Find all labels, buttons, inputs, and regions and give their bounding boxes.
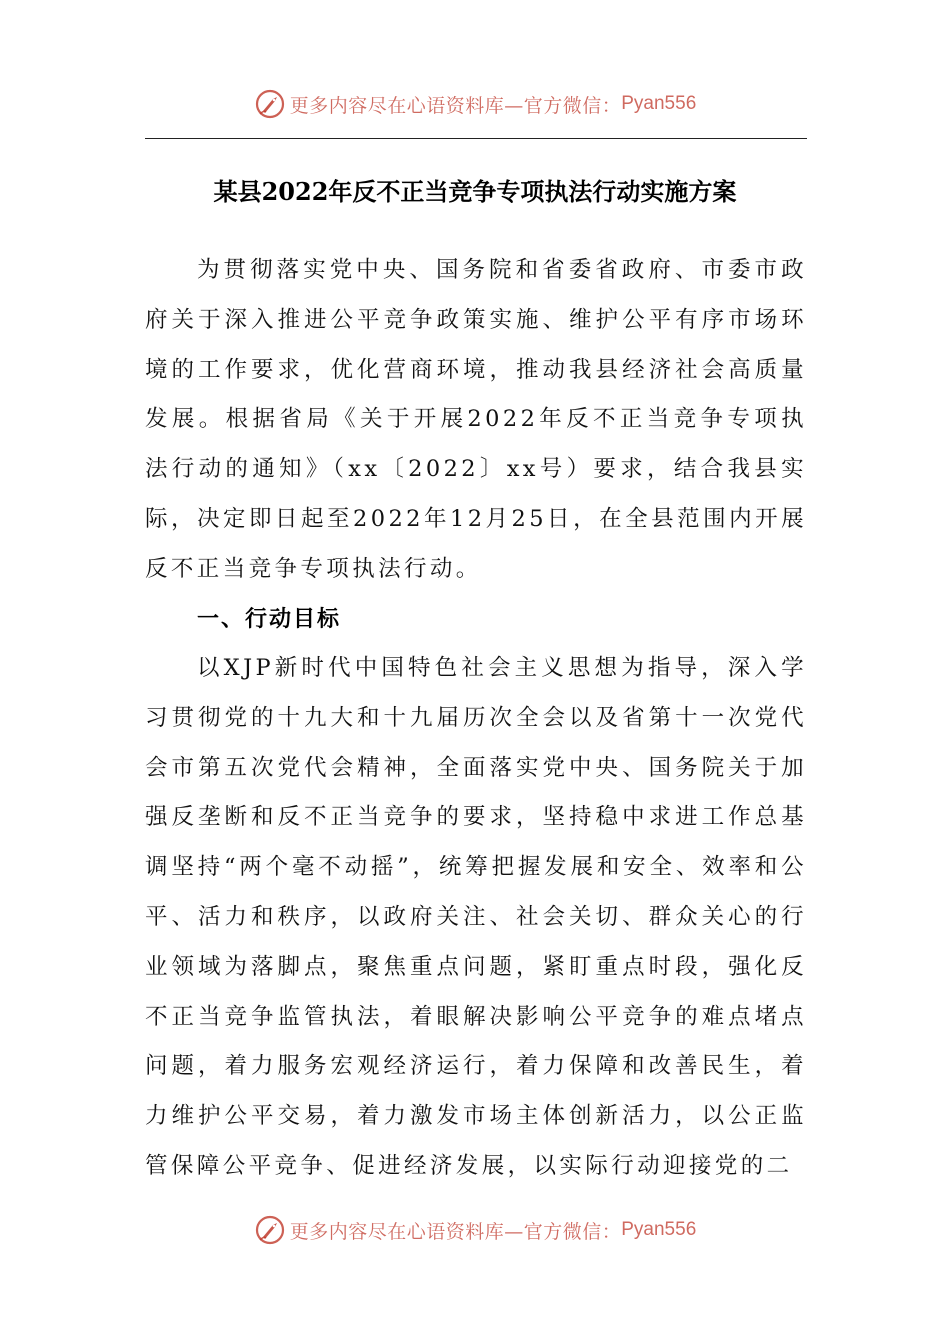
header-divider [145,138,807,139]
watermark-wechat-id: Pyan556 [621,1219,697,1240]
footer-watermark-banner [0,1210,950,1250]
pen-nib-logo-icon [254,88,286,120]
watermark-wechat-id: Pyan556 [621,93,697,114]
watermark-text: 更多内容尽在心语资料库—官方微信： [289,1220,622,1243]
goals-paragraph: 以XJP新时代中国特色社会主义思想为指导，深入学习贯彻党的十九大和十九届历次全会以及省第十一次党代会市第五次党代会精神，全面落实党中央、国务院关于加强反垄断和反不正当竞争的要求，坚持稳中求进工作总基调坚持“两个毫不动摇”，统筹把握发展和安全、效率和公平、活力和秩序，以政府关注、社会关切、群众关心的行业领域为落脚点，聚焦重点问题，紧盯重点时段，强化反不正当竞争监管执法，着眼解决影响公平竞争的难点堵点问题，着力服务宏观经济运行，着力保障和改善民生，着力维护公平交易，着力激发市场主体创新活力，以公正监管保障公平竞争、促进经济发展，以实际行动迎接党的二 [145,655,807,1179]
section-heading-goals: 一、行动目标 [197,607,342,632]
pen-nib-logo-icon [254,1214,286,1246]
header-watermark-banner [0,84,950,124]
watermark-text: 更多内容尽在心语资料库—官方微信： [289,94,622,117]
intro-paragraph: 为贯彻落实党中央、国务院和省委省政府、市委市政府关于深入推进公平竞争政策实施、维护公平有序市场环境的工作要求，优化营商环境，推动我县经济社会高质量发展。根据省局《关于开展2022年反不正当竞争专项执法行动的通知》（xx〔2022〕xx号）要求，结合我县实际，决定即日起至2022年12月25日，在全县范围内开展反不正当竞争专项执法行动。 [145,257,807,582]
document-title: 某县2022年反不正当竞争专项执法行动实施方案 [213,177,737,206]
